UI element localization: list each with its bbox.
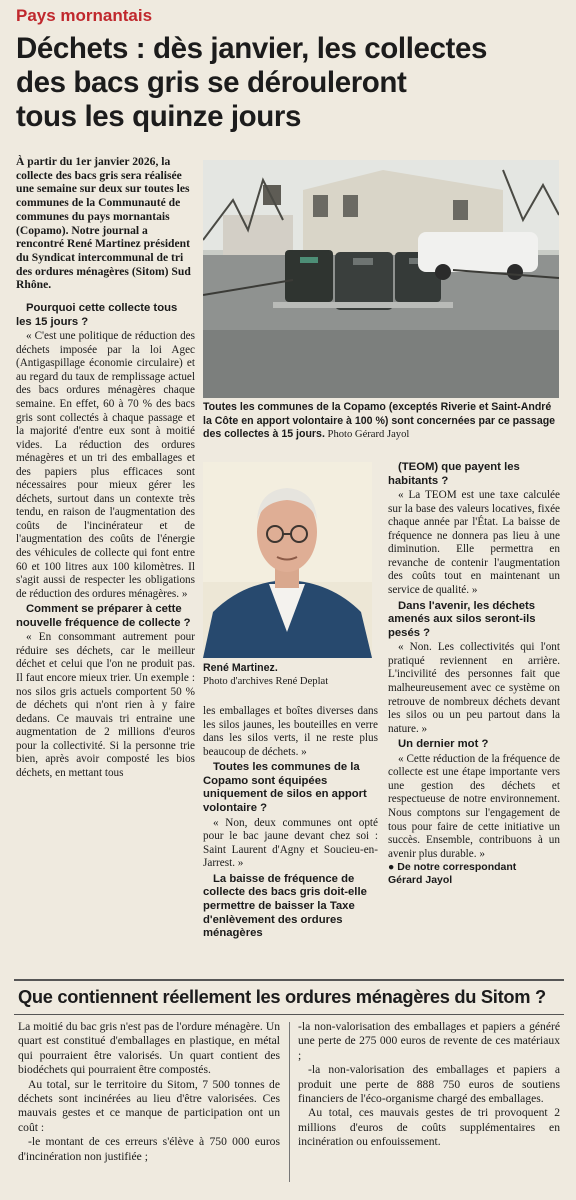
question-3: Toutes les communes de la Copamo sont équipées uniquement de silos en apport volontaire ? xyxy=(203,761,367,814)
box-left-paragraph-3: -le montant de ces erreurs s'élève à 750 000 euros d'incinération non justifiée ; xyxy=(18,1135,280,1163)
box-left-paragraph-1: La moitié du bac gris n'est pas de l'ordure ménagère. Un quart est constitué d'emballages en plastique, en métal qui pourraient être valorisés. Un quart contient des biodéchets qui pourraient être compostés. xyxy=(18,1020,280,1077)
answer-2: « En consommant autrement pour réduire ses déchets, car le meilleur déchet et celui que l'on ne produit pas. Il faut encore mieux trier. Un exemple : nos silos gris actuels comportent 50 % de déchets qui n'ont rien à y faire dedans. Ce mauvais tri entraine une augmentation de 2 millions d'euros pour la collectivité. Si la personne trie bien, après avoir composté les bios déchets, en mettant tous xyxy=(16,631,195,779)
answer-5: « Non. Les collectivités qui l'ont pratiqué reviennent en arrière. L'incivilité des personnes fait que malheureusement avec ce système on retrouve de nombreux déchets devant les silos ou un peu partout dans la nature. » xyxy=(388,641,560,735)
question-1: Pourquoi cette collecte tous les 15 jours ? xyxy=(16,302,178,328)
question-6: Un dernier mot ? xyxy=(398,738,489,751)
question-4: La baisse de fréquence de collecte des bacs gris doit-elle permettre de baisser la Taxe d'enlèvement des ordures ménagères xyxy=(203,872,367,940)
box-title: Que contiennent réellement les ordures ménagères du Sitom ? xyxy=(18,986,546,1007)
box-right-paragraph-3: Au total, ces mauvais gestes de tri provoquent 2 millions d'euros de coûts supplémentaires en incinération ou enfouissement. xyxy=(298,1106,560,1149)
question-5: Dans l'avenir, les déchets amenés aux silos seront-ils pesés ? xyxy=(388,599,536,639)
box-left-paragraph-2: Au total, sur le territoire du Sitom, 7 500 tonnes de déchets sont incinérées au lieu d'être valorisées. Ces mauvais gestes et ce manque de participation ont un coût : xyxy=(18,1077,280,1134)
byline-name: Gérard Jayol xyxy=(388,874,453,887)
photo-1-caption xyxy=(203,401,559,442)
photo-portrait-rene-martinez xyxy=(203,462,372,658)
article-column-3 xyxy=(388,459,560,887)
question-4-end: (TEOM) que payent les habitants ? xyxy=(388,461,520,487)
box-right-paragraph-1: -la non-valorisation des emballages et papiers a généré une perte de 275 000 euros de revente de ces matériaux ; xyxy=(298,1020,560,1062)
question-2: Comment se préparer à cette nouvelle fréquence de collecte ? xyxy=(16,603,191,629)
article-column-2 xyxy=(203,705,378,942)
box-right-paragraph-2: -la non-valorisation des emballages et papiers a produit une perte de 888 750 euros de soutiens financiers de l'éco-organisme chargé des emballages. xyxy=(298,1063,560,1106)
photo-1-caption-text: Toutes les communes de la Copamo (exceptés Riverie et Saint-André la Côte en apport volontaire à 100 %) sont concernées par ce passage des collectes à 15 jours. xyxy=(203,401,556,441)
photo-waste-silos xyxy=(203,160,559,398)
headline-line-3: tous les quinze jours xyxy=(16,100,302,133)
answer-6: « Cette réduction de la fréquence de collecte est une étape importante vers une gestion des déchets et respectueuse de notre environnement. Nous comptons sur l'engagement de tous pour faire de cette initiative un succès. Ensemble, contribuons à un avenir plus durable. » xyxy=(388,752,560,860)
photo-2-name: René Martinez. xyxy=(203,662,278,674)
article-column-1 xyxy=(16,155,195,780)
lead-paragraph: À partir du 1er janvier 2026, la collecte des bacs gris sera réalisée une semaine sur deux sur toutes les communes de la Communauté de communes du pays mornantais (Copamo). Notre journal a rencontré René Martinez président du Syndicat intercommunal de tri des ordures ménagères (Sitom) Sud Rhône. xyxy=(16,155,191,292)
box-right-column xyxy=(298,1020,560,1150)
photo-1-credit: Photo Gérard Jayol xyxy=(327,429,410,441)
headline-line-2: des bacs gris se dérouleront xyxy=(16,66,407,99)
headline-line-1: Déchets : dès janvier, les collectes xyxy=(16,32,487,65)
photo-2-caption xyxy=(203,662,378,688)
answer-3: « Non, deux communes ont opté pour le bac jaune devant chez soi : Saint Laurent d'Agny et Soucieu-en-Jarrest. » xyxy=(203,816,378,870)
answer-2-continued: les emballages et boîtes diverses dans les silos jaunes, les bouteilles en verre dans les silos verts, il ne reste plus beaucoup de déchets. » xyxy=(203,705,378,758)
photo-2-credit: Photo d'archives René Deplat xyxy=(203,675,329,687)
answer-1: « C'est une politique de réduction des déchets imposée par la loi Agec (Antigaspillage économie circulaire) et au regard du taux de remplissage actuel des bacs ordures ménagères chaque semaine. En effet, 60 à 70 % des bacs gris sont collectés à chaque passage et la majorité d'entre eux sont à moitié vides. La réduction des ordures ménagères et un tri des emballages et des papiers plus efficaces sont nécessaires pour mieux gérer les déchets, surtout dans un contexte très tendu, en raison de l'augmentation des coûts de l'incinérateur et de l'augmentation des coûts de l'énergie des véhicules de collecte qui font entre 60 et 100 litres aux 100 kilomètres. Il s'agit aussi de respecter les obligations de réduction des ordures ménagères. » xyxy=(16,330,195,600)
answer-4: « La TEOM est une taxe calculée sur la base des valeurs locatives, fixée chaque année par l'État. La baisse de fréquence ne donnera pas lieu à une diminution. Elle permettra en revanche de contenir l'augmentation des coûts tout en maintenant un service de qualité. » xyxy=(388,489,560,597)
section-rubric: Pays mornantais xyxy=(16,6,153,25)
box-top-rule xyxy=(14,979,564,981)
byline-label: ● De notre correspondant xyxy=(388,861,517,874)
headline xyxy=(16,32,564,134)
box-left-column xyxy=(18,1020,280,1164)
box-column-divider xyxy=(289,1022,290,1182)
box-title-rule xyxy=(14,1014,564,1015)
